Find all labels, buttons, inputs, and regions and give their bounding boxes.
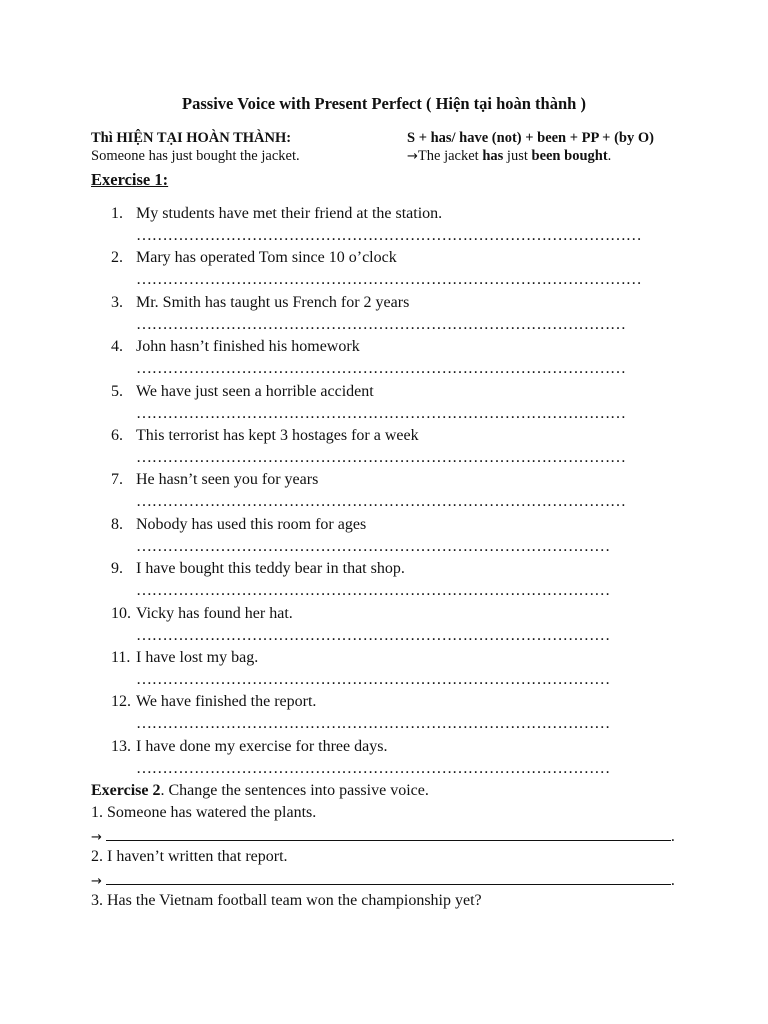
item-sentence: John hasn’t finished his homework [136, 338, 360, 356]
arrow-icon: → [91, 830, 102, 845]
list-item [0, 294, 768, 338]
answer-line[interactable]: ……………………………………………………………………………… [136, 582, 611, 600]
item-sentence: We have finished the report. [136, 693, 317, 711]
item-sentence: Nobody has used this room for ages [136, 515, 367, 533]
answer-line[interactable]: ………………………………………………………………………………… [136, 404, 626, 422]
item-sentence: This terrorist has kept 3 hostages for a week [136, 426, 419, 444]
item-number: 11. [111, 648, 131, 666]
list-item [0, 249, 768, 293]
passive-example: →The jacket has just been bought. [407, 148, 612, 164]
active-example: Someone has just bought the jacket. [91, 148, 300, 164]
list-item [0, 427, 768, 471]
arrow-icon: → [407, 149, 418, 164]
list-item [0, 205, 768, 249]
answer-line[interactable]: ………………………………………………………………………………… [136, 493, 626, 511]
answer-line[interactable]: …………………………………………………………………………………… [136, 227, 642, 244]
item-sentence: Mr. Smith has taught us French for 2 years [136, 293, 410, 311]
item-sentence: He hasn’t seen you for years [136, 471, 319, 489]
answer-line[interactable]: ……………………………………………………………………………… [136, 715, 611, 733]
exercise-2-heading: Exercise 2. Change the sentences into passive voice. [91, 782, 429, 799]
item-number: 5. [111, 382, 123, 400]
list-item [0, 738, 768, 782]
item-number: 9. [111, 560, 123, 578]
item-sentence: Mary has operated Tom since 10 o’clock [136, 249, 397, 267]
exercise-2-answer[interactable]: → . [91, 872, 675, 889]
exercise-1-list [0, 205, 768, 782]
answer-line[interactable]: ……………………………………………………………………………… [136, 626, 611, 644]
passive-formula: S + has/ have (not) + been + PP + (by O) [407, 130, 654, 146]
answer-line[interactable]: ………………………………………………………………………………… [136, 448, 626, 466]
item-number: 6. [111, 426, 123, 444]
answer-line[interactable]: ………………………………………………………………………………… [136, 360, 626, 378]
item-number: 1. [111, 205, 123, 222]
arrow-icon: → [91, 874, 102, 889]
item-number: 7. [111, 471, 123, 489]
exercise-2-sentence: 3. Has the Vietnam football team won the championship yet? [91, 892, 482, 909]
item-number: 3. [111, 293, 123, 311]
exercise-2-answer[interactable]: → . [91, 828, 675, 845]
list-item [0, 560, 768, 604]
item-number: 13. [111, 737, 131, 755]
item-number: 2. [111, 249, 123, 267]
item-sentence: We have just seen a horrible accident [136, 382, 374, 400]
list-item [0, 516, 768, 560]
answer-blank[interactable] [106, 870, 671, 885]
answer-line[interactable]: ……………………………………………………………………………… [136, 537, 611, 555]
item-number: 8. [111, 515, 123, 533]
item-number: 4. [111, 338, 123, 356]
answer-line[interactable]: …………………………………………………………………………………… [136, 271, 642, 289]
answer-line[interactable]: ……………………………………………………………………………… [136, 670, 611, 688]
list-item [0, 471, 768, 515]
answer-line[interactable]: ……………………………………………………………………………… [136, 759, 611, 777]
list-item [0, 605, 768, 649]
exercise-1-heading: Exercise 1: [91, 170, 169, 189]
exercise-2-sentence: 1. Someone has watered the plants. [91, 804, 317, 821]
tense-label: Thì HIỆN TẠI HOÀN THÀNH: [91, 130, 292, 146]
page-title: Passive Voice with Present Perfect ( Hiện tại hoàn thành ) [182, 94, 586, 113]
list-item [0, 693, 768, 737]
item-sentence: I have done my exercise for three days. [136, 737, 388, 755]
item-sentence: Vicky has found her hat. [136, 604, 293, 622]
item-sentence: My students have met their friend at the station. [136, 205, 443, 222]
item-sentence: I have lost my bag. [136, 648, 259, 666]
exercise-2-sentence: 2. I haven’t written that report. [91, 848, 288, 865]
exercise-2 [91, 782, 675, 914]
item-number: 10. [111, 604, 131, 622]
list-item [0, 383, 768, 427]
answer-blank[interactable] [106, 826, 671, 841]
item-sentence: I have bought this teddy bear in that shop. [136, 560, 405, 578]
item-number: 12. [111, 693, 131, 711]
list-item [0, 338, 768, 382]
answer-line[interactable]: ………………………………………………………………………………… [136, 315, 626, 333]
list-item [0, 649, 768, 693]
